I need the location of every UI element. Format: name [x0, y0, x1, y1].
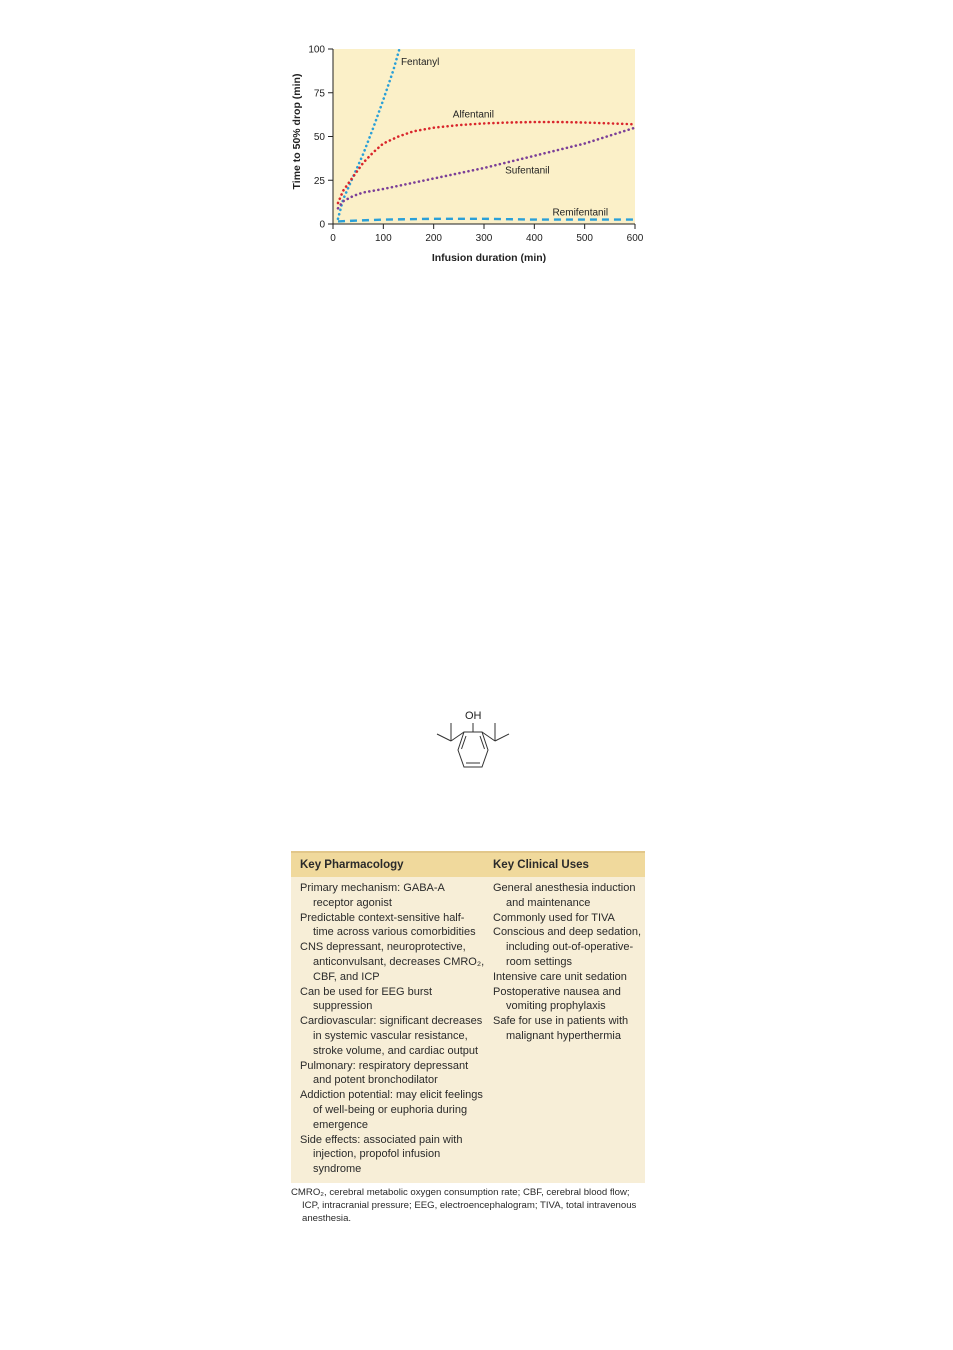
x-tick-label: 100: [374, 233, 392, 244]
clinical-use-item: Conscious and deep sedation, including out-of-operative-room settings: [493, 926, 641, 968]
pharmacology-item: Pulmonary: respiratory depressant and potent bronchodilator: [300, 1059, 469, 1087]
x-tick-label: 300: [475, 233, 493, 244]
plot-background: [333, 49, 635, 224]
pharmacology-item: CNS depressant, neuroprotective, anticonvulsant, decreases CMRO₂, CBF, and ICP: [300, 941, 485, 983]
header-key-clinical-uses: Key Clinical Uses: [493, 859, 589, 871]
y-tick-label: 50: [313, 132, 325, 143]
x-tick-label: 600: [626, 233, 644, 244]
table-body: [291, 877, 645, 1183]
label-alfentanil: Alfentanil: [452, 109, 494, 121]
pharmacology-list: [300, 881, 485, 1177]
clinical-use-item: Intensive care unit sedation: [493, 970, 627, 983]
pharmacology-item: Addiction potential: may elicit feelings of well-being or euphoria during emergence: [300, 1089, 483, 1131]
pharmacology-item: Predictable context-sensitive half-time across various comorbidities: [300, 911, 476, 939]
clinical-use-item: Commonly used for TIVA: [493, 911, 615, 924]
label-remifentanil: Remifentanil: [552, 207, 609, 219]
y-tick-label: 100: [308, 44, 325, 56]
hydroxyl-label: OH: [465, 710, 482, 722]
x-tick-label: 400: [525, 233, 543, 244]
x-tick-label: 500: [576, 233, 594, 244]
y-axis-label: Time to 50% drop (min): [291, 73, 303, 190]
pharmacology-item: Primary mechanism: GABA-A receptor agonist: [300, 882, 445, 909]
y-tick-label: 75: [313, 88, 325, 100]
benzene-ring: [458, 732, 488, 767]
pharmacology-item: Cardiovascular: significant decreases in systemic vascular resistance, stroke volume, and cardiac output: [300, 1015, 483, 1057]
label-fentanyl: Fentanyl: [400, 56, 440, 68]
propofol-structure-diagram: [410, 705, 530, 785]
pharmacology-table: [291, 851, 645, 1183]
y-tick-label: 0: [319, 219, 325, 231]
pharmacology-item: Side effects: associated pain with injection, propofol infusion syndrome: [300, 1133, 463, 1176]
clinical-uses-list: [493, 881, 645, 1044]
x-axis-label: Infusion duration (min): [431, 252, 547, 264]
clinical-use-item: General anesthesia induction and maintenance: [493, 882, 636, 909]
propofol-summary-box: [291, 851, 645, 1226]
pharmacology-item: Can be used for EEG burst suppression: [300, 985, 433, 1013]
table-footnote: CMRO₂, cerebral metabolic oxygen consumption rate; CBF, cerebral blood flow; ICP, intracranial pressure; EEG, electroencephalogram; TIVA, total intravenous anesthesia.: [291, 1186, 637, 1225]
x-tick-label: 200: [425, 233, 443, 244]
y-tick-label: 25: [313, 175, 325, 187]
context-sensitive-half-time-chart: [280, 30, 660, 280]
table-header-row: [291, 853, 645, 877]
x-tick-label: 0: [330, 233, 336, 244]
clinical-use-item: Safe for use in patients with malignant hyperthermia: [493, 1015, 629, 1042]
label-sufentanil: Sufentanil: [505, 165, 550, 177]
header-key-pharmacology: Key Pharmacology: [300, 859, 404, 871]
clinical-use-item: Postoperative nausea and vomiting prophylaxis: [493, 985, 621, 1013]
